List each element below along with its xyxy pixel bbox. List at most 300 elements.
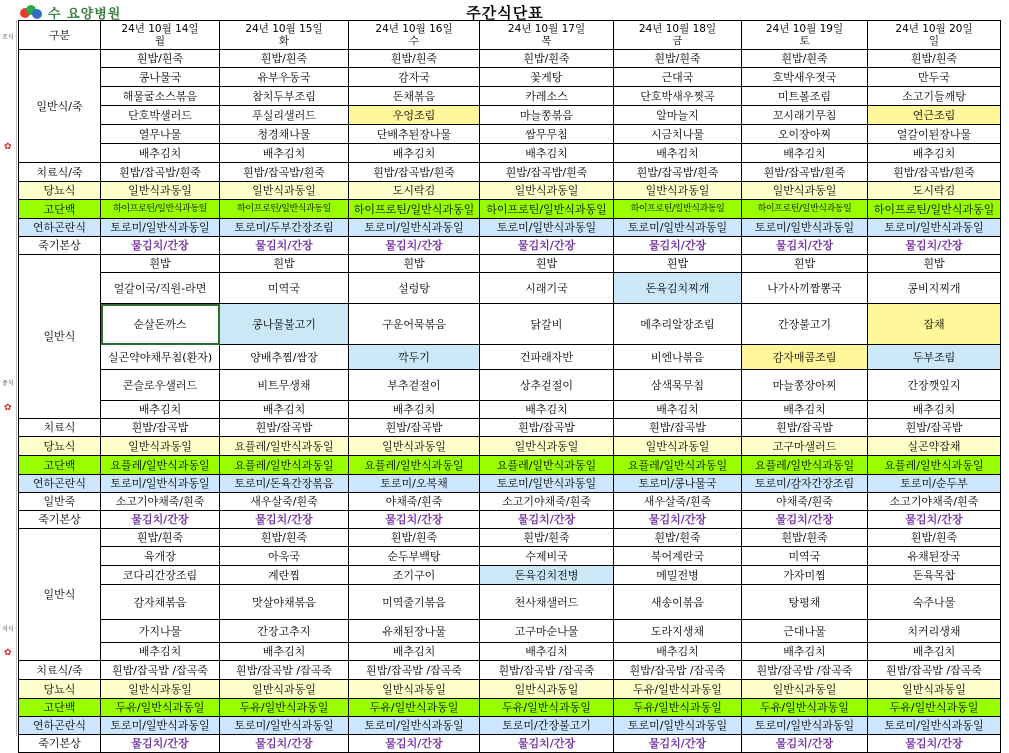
porridge-cell: 새우살죽/흰죽 — [614, 493, 742, 511]
therapy-cell: 흰밥/잡곡밥/흰죽 — [614, 163, 742, 182]
diabetic-cell: 일반식과동일 — [742, 182, 868, 200]
menu-item: 미역국 — [742, 547, 868, 566]
menu-item: 배추김치 — [614, 643, 742, 661]
permanent-cell: 물김치/간장 — [868, 237, 1001, 255]
menu-item: 순두부백탕 — [349, 547, 480, 566]
therapy-cell: 흰밥/잡곡밥 — [742, 419, 868, 437]
permanent-cell: 물김치/간장 — [614, 511, 742, 529]
menu-item: 순살돈까스 — [101, 304, 220, 345]
menu-item: 흰밥 — [349, 255, 480, 273]
day-of-week: 금 — [672, 35, 683, 47]
diabetic-cell: 고구마샐러드 — [742, 437, 868, 456]
menu-item: 배추김치 — [742, 144, 868, 163]
day-date: 24년 10월 14일 — [121, 23, 199, 35]
menu-item: 해물굴소스볶음 — [101, 87, 220, 106]
dysphagia-cell: 토로미/일반식과동일 — [349, 717, 480, 735]
menu-item: 콩나물불고기 — [220, 304, 349, 345]
dysphagia-cell: 토로미/순두부 — [868, 475, 1001, 493]
lunch-protein-label: 고단백 — [19, 456, 101, 475]
permanent-cell: 물김치/간장 — [614, 735, 742, 753]
therapy-cell: 흰밥/잡곡밥/흰죽 — [349, 163, 480, 182]
menu-item: 배추김치 — [480, 144, 614, 163]
breakfast-general-row — [19, 125, 1001, 144]
dinner-general-label: 일반식 — [19, 529, 101, 661]
dysphagia-cell: 토로미/일반식과동일 — [614, 717, 742, 735]
flower-icon: ✿ — [4, 142, 12, 152]
protein-cell: 두유/일반식과동일 — [742, 699, 868, 717]
lunch-general-row — [19, 370, 1001, 401]
day-header — [742, 21, 868, 50]
menu-item: 배추김치 — [868, 643, 1001, 661]
menu-item: 배추김치 — [220, 643, 349, 661]
dysphagia-cell: 토로미/콩나물국 — [614, 475, 742, 493]
menu-item: 숙주나물 — [868, 585, 1001, 620]
permanent-cell: 물김치/간장 — [349, 511, 480, 529]
menu-item: 배추김치 — [868, 401, 1001, 419]
menu-item: 도라지생채 — [614, 620, 742, 643]
therapy-cell: 흰밥/잡곡밥/흰죽 — [742, 163, 868, 182]
dysphagia-cell: 토로미/오복채 — [349, 475, 480, 493]
menu-item: 단호박샐러드 — [101, 106, 220, 125]
lunch-general-row — [19, 345, 1001, 370]
porridge-cell: 야채죽/흰죽 — [742, 493, 868, 511]
menu-item: 흰밥/흰죽 — [614, 50, 742, 68]
lunch-permanent-label: 죽기본상 — [19, 511, 101, 529]
sidebar-label-breakfast: 조식 — [2, 34, 14, 41]
day-date: 24년 10월 15일 — [245, 23, 323, 35]
protein-cell: 하이프로틴/일반식과동일 — [220, 200, 349, 219]
breakfast-permanent-label: 죽기본상 — [19, 237, 101, 255]
hospital-logo — [20, 4, 121, 20]
menu-item: 흰밥 — [220, 255, 349, 273]
menu-item: 수제비국 — [480, 547, 614, 566]
menu-item: 배추김치 — [349, 401, 480, 419]
dinner-general-row — [19, 529, 1001, 547]
diabetic-cell: 일반식과동일 — [868, 680, 1001, 699]
breakfast-diabetic-label: 당뇨식 — [19, 182, 101, 200]
logo-name: 수 요양병원 — [48, 6, 122, 22]
breakfast-protein-row — [19, 200, 1001, 219]
diabetic-cell: 일반식과동일 — [480, 437, 614, 456]
menu-item: 시래기국 — [480, 273, 614, 304]
menu-item: 흰밥/흰죽 — [220, 50, 349, 68]
lunch-general-row — [19, 304, 1001, 345]
menu-item: 만두국 — [868, 68, 1001, 87]
menu-item: 흰밥/흰죽 — [868, 50, 1001, 68]
protein-cell: 하이프로틴/일반식과동일 — [480, 200, 614, 219]
lunch-protein-row — [19, 456, 1001, 475]
permanent-cell: 물김치/간장 — [742, 237, 868, 255]
menu-item: 흰밥/흰죽 — [868, 529, 1001, 547]
menu-item: 흰밥/흰죽 — [101, 529, 220, 547]
dysphagia-cell: 토로미/간장불고기 — [480, 717, 614, 735]
lunch-general-row — [19, 273, 1001, 304]
menu-item: 돈육목찹 — [868, 566, 1001, 585]
diabetic-cell: 일반식과동일 — [101, 437, 220, 456]
dinner-dysphagia-row — [19, 717, 1001, 735]
dysphagia-cell: 토로미/일반식과동일 — [868, 717, 1001, 735]
menu-item: 배추김치 — [614, 401, 742, 419]
menu-item: 가자미찜 — [742, 566, 868, 585]
menu-item: 치커리생채 — [868, 620, 1001, 643]
menu-item: 콩비지찌개 — [868, 273, 1001, 304]
day-header — [101, 21, 220, 50]
menu-item: 소고기들깨탕 — [868, 87, 1001, 106]
menu-item: 흰밥/흰죽 — [220, 529, 349, 547]
menu-item: 배추김치 — [220, 144, 349, 163]
protein-cell: 두유/일반식과동일 — [101, 699, 220, 717]
protein-cell: 요플레/일반식과동일 — [101, 456, 220, 475]
permanent-cell: 물김치/간장 — [349, 237, 480, 255]
menu-item: 흰밥/흰죽 — [349, 529, 480, 547]
row-header-strip — [0, 20, 17, 736]
menu-item: 흰밥/흰죽 — [614, 529, 742, 547]
breakfast-general-row — [19, 144, 1001, 163]
day-of-week: 수 — [408, 35, 420, 47]
menu-item: 배추김치 — [614, 144, 742, 163]
menu-item: 닭갈비 — [480, 304, 614, 345]
menu-item: 유채된장국 — [868, 547, 1001, 566]
permanent-cell: 물김치/간장 — [101, 237, 220, 255]
dysphagia-cell: 토로미/두부간장조림 — [220, 219, 349, 237]
menu-item: 비트무생채 — [220, 370, 349, 401]
day-of-week: 목 — [541, 35, 552, 47]
dinner-therapy-row — [19, 661, 1001, 680]
lunch-therapy-label: 치료식 — [19, 419, 101, 437]
lunch-dysphagia-label: 연하곤란식 — [19, 475, 101, 493]
menu-item: 꼬시래기무침 — [742, 106, 868, 125]
dysphagia-cell: 토로미/일반식과동일 — [480, 219, 614, 237]
menu-item: 아욱국 — [220, 547, 349, 566]
menu-item: 배추김치 — [220, 401, 349, 419]
protein-cell: 하이프로틴/일반식과동일 — [101, 200, 220, 219]
menu-item: 꽃게탕 — [480, 68, 614, 87]
menu-item: 흰밥/흰죽 — [742, 529, 868, 547]
protein-cell: 요플레/일반식과동일 — [480, 456, 614, 475]
protein-cell: 두유/일반식과동일 — [614, 699, 742, 717]
dysphagia-cell: 토로미/일반식과동일 — [742, 717, 868, 735]
menu-item: 흰밥/흰죽 — [349, 50, 480, 68]
breakfast-general-label: 일반식/죽 — [19, 50, 101, 163]
therapy-cell: 흰밥/잡곡밥 /잡곡죽 — [614, 661, 742, 680]
day-date: 24년 10월 17일 — [507, 23, 586, 35]
dysphagia-cell: 토로미/일반식과동일 — [349, 219, 480, 237]
menu-item: 계란찜 — [220, 566, 349, 585]
menu-item: 배추김치 — [349, 144, 480, 163]
therapy-cell: 흰밥/잡곡밥 — [101, 419, 220, 437]
menu-item: 미역국 — [220, 273, 349, 304]
permanent-cell: 물김치/간장 — [220, 511, 349, 529]
dinner-general-row — [19, 566, 1001, 585]
day-header — [868, 21, 1001, 50]
porridge-cell: 소고기야채죽/흰죽 — [868, 493, 1001, 511]
menu-item: 흰밥 — [480, 255, 614, 273]
menu-item: 배추김치 — [101, 144, 220, 163]
menu-item: 상추겉절이 — [480, 370, 614, 401]
menu-item: 흰밥/흰죽 — [480, 529, 614, 547]
menu-item: 유부우동국 — [220, 68, 349, 87]
header-row — [19, 21, 1001, 50]
menu-item: 배추김치 — [742, 401, 868, 419]
permanent-cell: 물김치/간장 — [220, 237, 349, 255]
protein-cell: 요플레/일반식과동일 — [614, 456, 742, 475]
diabetic-cell: 일반식과동일 — [220, 680, 349, 699]
menu-item: 간장깻잎지 — [868, 370, 1001, 401]
menu-item: 삼색묵무침 — [614, 370, 742, 401]
diabetic-cell: 요플레/일반식과동일 — [220, 437, 349, 456]
menu-item: 미트볼조림 — [742, 87, 868, 106]
therapy-cell: 흰밥/잡곡밥/흰죽 — [101, 163, 220, 182]
weekly-menu-table — [18, 20, 1001, 753]
diabetic-cell: 일반식과동일 — [480, 182, 614, 200]
lunch-diabetic-label: 당뇨식 — [19, 437, 101, 456]
menu-item: 흰밥 — [614, 255, 742, 273]
sidebar-label-dinner: 석식 — [2, 626, 14, 633]
dysphagia-cell: 토로미/일반식과동일 — [101, 475, 220, 493]
day-date: 24년 10월 20일 — [895, 23, 973, 35]
protein-cell: 두유/일반식과동일 — [868, 699, 1001, 717]
lunch-diabetic-row — [19, 437, 1001, 456]
therapy-cell: 흰밥/잡곡밥/흰죽 — [868, 163, 1001, 182]
therapy-cell: 흰밥/잡곡밥 /잡곡죽 — [349, 661, 480, 680]
menu-item: 얼갈이국/직원-라면 — [101, 273, 220, 304]
menu-item: 메추리알장조림 — [614, 304, 742, 345]
menu-item: 양배추찜/쌈장 — [220, 345, 349, 370]
day-header — [349, 21, 480, 50]
protein-cell: 하이프로틴/일반식과동일 — [742, 200, 868, 219]
lunch-permanent-row — [19, 511, 1001, 529]
breakfast-dysphagia-label: 연하곤란식 — [19, 219, 101, 237]
breakfast-therapy-row — [19, 163, 1001, 182]
lunch-therapy-row — [19, 419, 1001, 437]
breakfast-protein-label: 고단백 — [19, 200, 101, 219]
diabetic-cell: 일반식과동일 — [742, 680, 868, 699]
menu-item: 미역줄기볶음 — [349, 585, 480, 620]
menu-item: 알마늘지 — [614, 106, 742, 125]
therapy-cell: 흰밥/잡곡밥 — [349, 419, 480, 437]
menu-item: 북어계란국 — [614, 547, 742, 566]
menu-item: 잡채 — [868, 304, 1001, 345]
lunch-porridge-row — [19, 493, 1001, 511]
therapy-cell: 흰밥/잡곡밥/흰죽 — [220, 163, 349, 182]
diabetic-cell: 두유/일반식과동일 — [614, 680, 742, 699]
dinner-permanent-row — [19, 735, 1001, 753]
diabetic-cell: 도시락김 — [349, 182, 480, 200]
dysphagia-cell: 토로미/일반식과동일 — [614, 219, 742, 237]
protein-cell: 요플레/일반식과동일 — [220, 456, 349, 475]
menu-item: 근대국 — [614, 68, 742, 87]
diabetic-cell: 일반식과동일 — [614, 182, 742, 200]
therapy-cell: 흰밥/잡곡밥/흰죽 — [480, 163, 614, 182]
menu-item: 배추김치 — [742, 643, 868, 661]
permanent-cell: 물김치/간장 — [742, 511, 868, 529]
dysphagia-cell: 토로미/돈육간장볶음 — [220, 475, 349, 493]
therapy-cell: 흰밥/잡곡밥 /잡곡죽 — [742, 661, 868, 680]
diabetic-cell: 일반식과동일 — [349, 437, 480, 456]
protein-cell: 두유/일반식과동일 — [220, 699, 349, 717]
permanent-cell: 물김치/간장 — [742, 735, 868, 753]
permanent-cell: 물김치/간장 — [614, 237, 742, 255]
dysphagia-cell: 토로미/일반식과동일 — [220, 717, 349, 735]
permanent-cell: 물김치/간장 — [868, 511, 1001, 529]
menu-item: 호박새우젓국 — [742, 68, 868, 87]
menu-item: 새송이볶음 — [614, 585, 742, 620]
dysphagia-cell: 토로미/일반식과동일 — [742, 219, 868, 237]
menu-item: 간장불고기 — [742, 304, 868, 345]
menu-item: 배추김치 — [868, 144, 1001, 163]
day-of-week: 일 — [928, 35, 940, 47]
menu-item: 배추김치 — [480, 643, 614, 661]
breakfast-general-row — [19, 87, 1001, 106]
permanent-cell: 물김치/간장 — [349, 735, 480, 753]
diabetic-cell: 일반식과동일 — [220, 182, 349, 200]
therapy-cell: 흰밥/잡곡밥 /잡곡죽 — [868, 661, 1001, 680]
day-of-week: 화 — [278, 35, 290, 47]
dinner-diabetic-row — [19, 680, 1001, 699]
dysphagia-cell: 토로미/일반식과동일 — [868, 219, 1001, 237]
corner-label: 구분 — [19, 21, 101, 50]
dinner-protein-row — [19, 699, 1001, 717]
menu-item: 우엉조림 — [349, 106, 480, 125]
breakfast-general-row — [19, 50, 1001, 68]
menu-item: 부추겉절이 — [349, 370, 480, 401]
therapy-cell: 흰밥/잡곡밥 /잡곡죽 — [480, 661, 614, 680]
menu-item: 감자매콤조림 — [742, 345, 868, 370]
diabetic-cell: 도시락김 — [868, 182, 1001, 200]
permanent-cell: 물김치/간장 — [101, 735, 220, 753]
menu-item: 비엔나볶음 — [614, 345, 742, 370]
menu-item: 배추김치 — [349, 643, 480, 661]
day-header — [220, 21, 349, 50]
breakfast-general-row — [19, 68, 1001, 87]
menu-item: 흰밥 — [868, 255, 1001, 273]
menu-item: 콩나물국 — [101, 68, 220, 87]
menu-item: 가지나물 — [101, 620, 220, 643]
menu-item: 돈채볶음 — [349, 87, 480, 106]
day-header — [614, 21, 742, 50]
menu-item: 천사채샐러드 — [480, 585, 614, 620]
porridge-cell: 소고기야채죽/흰죽 — [480, 493, 614, 511]
menu-item: 흰밥/흰죽 — [101, 50, 220, 68]
menu-item: 흰밥 — [742, 255, 868, 273]
dysphagia-cell: 토로미/감자간장조림 — [742, 475, 868, 493]
lunch-general-label: 일반식 — [19, 255, 101, 419]
menu-item: 감자채볶음 — [101, 585, 220, 620]
menu-item: 건파래자반 — [480, 345, 614, 370]
menu-item: 카레소스 — [480, 87, 614, 106]
menu-item: 간장고추지 — [220, 620, 349, 643]
menu-item: 육개장 — [101, 547, 220, 566]
protein-cell: 하이프로틴/일반식과동일 — [349, 200, 480, 219]
protein-cell: 요플레/일반식과동일 — [868, 456, 1001, 475]
protein-cell: 하이프로틴/일반식과동일 — [868, 200, 1001, 219]
menu-item: 돈육김치전병 — [480, 566, 614, 585]
protein-cell: 요플레/일반식과동일 — [742, 456, 868, 475]
day-of-week: 월 — [154, 35, 166, 47]
permanent-cell: 물김치/간장 — [480, 237, 614, 255]
menu-item: 감자국 — [349, 68, 480, 87]
porridge-cell: 새우살죽/흰죽 — [220, 493, 349, 511]
menu-item: 코다리간장조림 — [101, 566, 220, 585]
porridge-cell: 소고기야채죽/흰죽 — [101, 493, 220, 511]
sidebar-label-lunch: 중식 — [2, 380, 14, 387]
day-header — [480, 21, 614, 50]
day-of-week: 토 — [799, 35, 810, 47]
permanent-cell: 물김치/간장 — [220, 735, 349, 753]
day-date: 24년 10월 16일 — [375, 23, 453, 35]
lunch-dysphagia-row — [19, 475, 1001, 493]
lunch-porridge-label: 일반죽 — [19, 493, 101, 511]
menu-item: 두부조림 — [868, 345, 1001, 370]
therapy-cell: 흰밥/잡곡밥 — [220, 419, 349, 437]
menu-item: 흰밥/흰죽 — [480, 50, 614, 68]
menu-item: 쌈무무침 — [480, 125, 614, 144]
menu-item: 배추김치 — [101, 401, 220, 419]
menu-item: 나가사끼짬뽕국 — [742, 273, 868, 304]
dinner-general-row — [19, 547, 1001, 566]
menu-item: 얼갈이된장나물 — [868, 125, 1001, 144]
protein-cell: 요플레/일반식과동일 — [349, 456, 480, 475]
page-title: 주간식단표 — [466, 4, 544, 22]
menu-item: 흰밥 — [101, 255, 220, 273]
diabetic-cell: 일반식과동일 — [101, 182, 220, 200]
day-date: 24년 10월 18일 — [638, 23, 717, 35]
dinner-general-row — [19, 620, 1001, 643]
protein-cell: 하이프로틴/일반식과동일 — [614, 200, 742, 219]
therapy-cell: 흰밥/잡곡밥 /잡곡죽 — [101, 661, 220, 680]
diabetic-cell: 일반식과동일 — [480, 680, 614, 699]
lunch-general-row — [19, 255, 1001, 273]
dinner-therapy-label: 치료식/죽 — [19, 661, 101, 680]
dysphagia-cell: 토로미/일반식과동일 — [101, 219, 220, 237]
dinner-general-row — [19, 643, 1001, 661]
flower-icon: ✿ — [4, 403, 12, 413]
dinner-permanent-label: 죽기본상 — [19, 735, 101, 753]
protein-cell: 두유/일반식과동일 — [349, 699, 480, 717]
menu-item: 시금치나물 — [614, 125, 742, 144]
menu-item: 마늘쫑볶음 — [480, 106, 614, 125]
diabetic-cell: 일반식과동일 — [101, 680, 220, 699]
menu-item: 유채된장나물 — [349, 620, 480, 643]
menu-item: 열무나물 — [101, 125, 220, 144]
menu-item: 오이장아찌 — [742, 125, 868, 144]
therapy-cell: 흰밥/잡곡밥 — [480, 419, 614, 437]
dinner-protein-label: 고단백 — [19, 699, 101, 717]
permanent-cell: 물김치/간장 — [480, 511, 614, 529]
menu-item: 구운어묵볶음 — [349, 304, 480, 345]
permanent-cell: 물김치/간장 — [868, 735, 1001, 753]
permanent-cell: 물김치/간장 — [480, 735, 614, 753]
breakfast-permanent-row — [19, 237, 1001, 255]
menu-item: 실곤약야채무침(환자) — [101, 345, 220, 370]
porridge-cell: 야채죽/흰죽 — [349, 493, 480, 511]
therapy-cell: 흰밥/잡곡밥 — [868, 419, 1001, 437]
dinner-dysphagia-label: 연하곤란식 — [19, 717, 101, 735]
menu-item: 콘슬로우샐러드 — [101, 370, 220, 401]
menu-item: 조기구이 — [349, 566, 480, 585]
menu-item: 탕평채 — [742, 585, 868, 620]
diabetic-cell: 일반식과동일 — [614, 437, 742, 456]
breakfast-dysphagia-row — [19, 219, 1001, 237]
menu-item: 배추김치 — [101, 643, 220, 661]
menu-item: 고구마순나물 — [480, 620, 614, 643]
day-date: 24년 10월 19일 — [765, 23, 844, 35]
breakfast-therapy-label: 치료식/죽 — [19, 163, 101, 182]
menu-item: 단호박새우찟곡 — [614, 87, 742, 106]
menu-item: 흰밥/흰죽 — [742, 50, 868, 68]
dinner-general-row — [19, 585, 1001, 620]
menu-item: 돈육김치찌개 — [614, 273, 742, 304]
